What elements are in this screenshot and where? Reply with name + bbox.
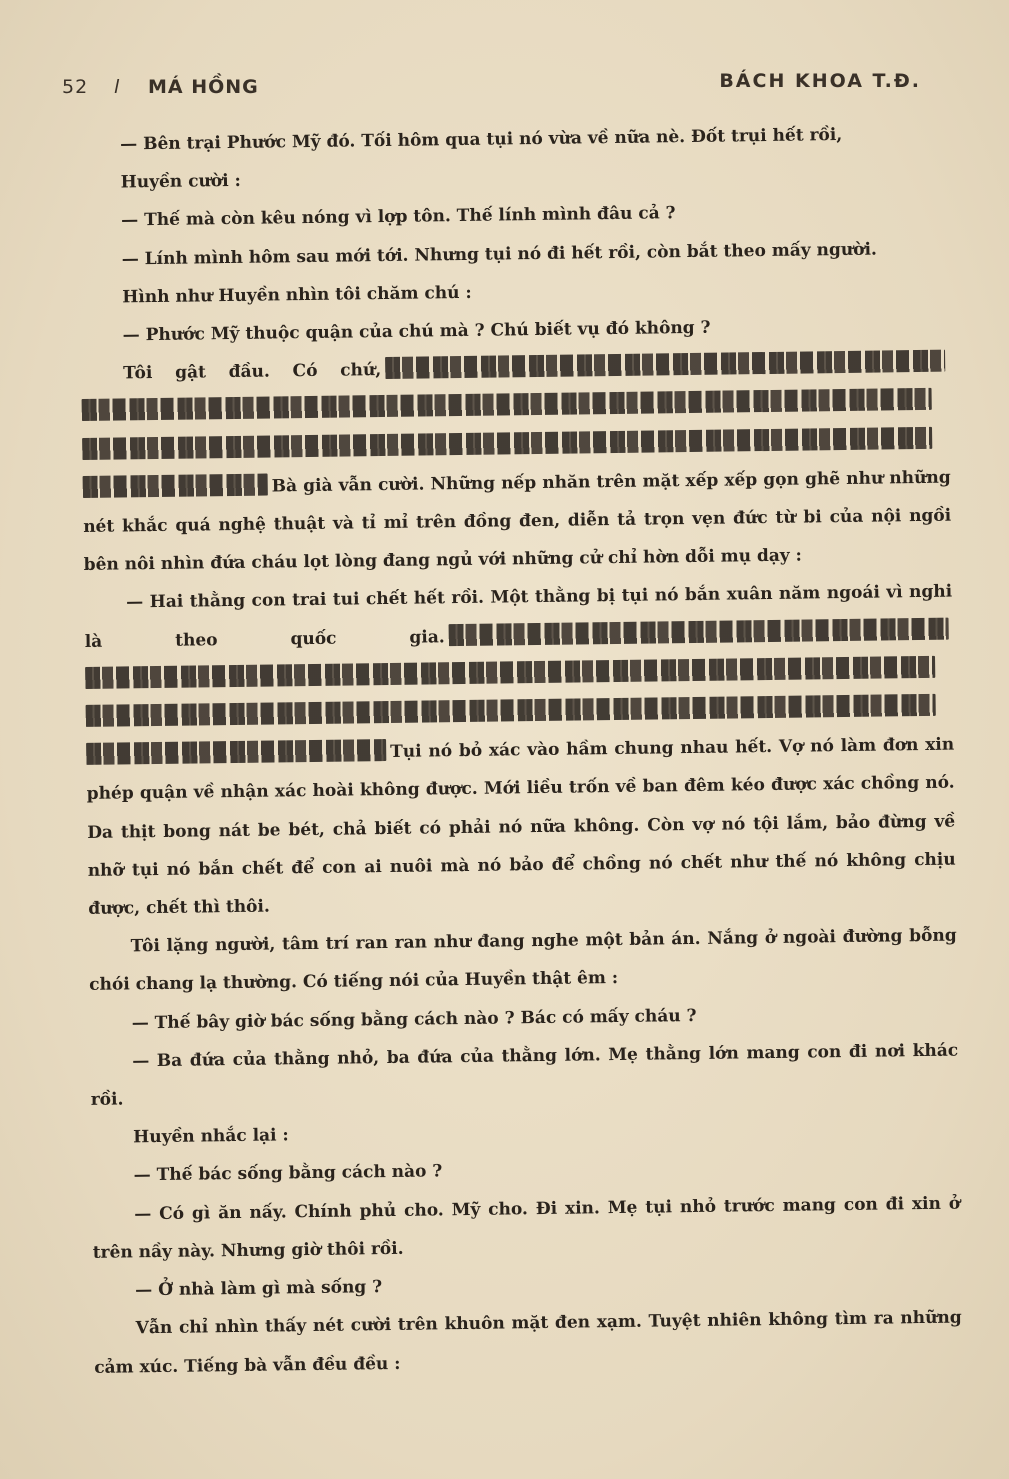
header-separator: l	[114, 76, 121, 98]
censored-block	[82, 388, 932, 421]
paragraph-text: Tôi gật đầu. Có chứ,	[123, 360, 382, 384]
censored-block	[86, 739, 386, 765]
paragraph: — Có gì ăn nấy. Chính phủ cho. Mỹ cho. Đi xin. Mẹ tụi nhỏ trước mang con đi xin ở trên nầy này. Nhưng giờ thôi rồi.	[92, 1193, 961, 1263]
censored-block	[385, 350, 945, 379]
paragraph: — Ba đứa của thằng nhỏ, ba đứa của thằng lớn. Mẹ thằng lớn mang con đi nơi khác rồi.	[90, 1040, 959, 1110]
paragraph: — Ở nhà làm gì mà sống ?	[135, 1277, 383, 1301]
page-number: 52	[62, 76, 89, 98]
censored-block	[83, 473, 268, 497]
censored-block	[85, 656, 935, 689]
paragraph: — Phước Mỹ thuộc quận của chú mà ? Chú biết vụ đó không ?	[122, 317, 711, 346]
chapter-title: MÁ HỒNG	[148, 76, 259, 98]
paragraph: Huyền nhắc lại :	[133, 1125, 289, 1148]
paragraph: — Thế bác sống bằng cách nào ?	[133, 1161, 443, 1186]
censored-block	[449, 617, 949, 646]
censored-block	[82, 426, 932, 459]
page-header	[62, 70, 921, 104]
paragraph-text: — Hai thằng con trai tui chết hết rồi. Một thằng bị tụi nó bắn xuân năm ngoái vì nghi là theo quốc gia.	[84, 582, 953, 652]
paragraph: — Thế bây giờ bác sống bằng cách nào ? Bác có mấy cháu ?	[131, 1005, 697, 1034]
page-body	[78, 115, 962, 1387]
paragraph: Vẫn chỉ nhìn thấy nét cười trên khuôn mặt đen xạm. Tuyệt nhiên không tìm ra những cảm xúc. Tiếng bà vẫn đều đều :	[94, 1307, 962, 1378]
paragraph: — Thế mà còn kêu nóng vì lợp tôn. Thế lính mình đâu cả ?	[121, 203, 676, 231]
paragraph-with-censorship	[81, 344, 952, 585]
magazine-title: BÁCH KHOA T.Đ.	[719, 70, 921, 92]
censored-block	[86, 694, 936, 727]
paragraph-text: Tụi nó bỏ xác vào hầm chung nhau hết. Vợ nó làm đơn xin phép quận về nhận xác hoài không được. Mới liều trốn về ban đêm kéo được xác chồng nó. Da thịt bong nát be bét, chả biết có phải nó nữa không. Còn vợ nó tội lắm, bảo đừng về nhỡ tụi nó bắn chết để con ai nuôi mà nó bảo để chồng nó chết như thế nó không chịu được, chết thì thôi.	[86, 734, 956, 919]
paragraph-with-censorship	[84, 573, 956, 928]
paragraph: Hình như Huyền nhìn tôi chăm chú :	[122, 282, 472, 308]
paragraph: Tôi lặng người, tâm trí ran ran như đang nghe một bản án. Nắng ở ngoài đường bỗng chói chang lạ thường. Có tiếng nói của Huyền thật êm :	[89, 925, 957, 996]
paragraph: — Lính mình hôm sau mới tới. Nhưng tụi nó đi hết rồi, còn bắt theo mấy người.	[121, 239, 878, 270]
paragraph-text: Bà già vẫn cười. Những nếp nhăn trên mặt xếp xếp gọn ghẽ như những nét khắc quá nghệ thuật và tỉ mỉ trên đồng đen, diễn tả trọn vẹn đức từ bi của nội ngồi bên nôi nhìn đứa cháu lọt lòng đang ngủ với những cử chỉ hờn dỗi mụ dạy :	[83, 467, 952, 576]
paragraph: — Bên trại Phước Mỹ đó. Tối hôm qua tụi nó vừa về nữa nè. Đốt trụi hết rồi,	[120, 124, 843, 155]
paragraph: Huyền cười :	[120, 171, 241, 193]
